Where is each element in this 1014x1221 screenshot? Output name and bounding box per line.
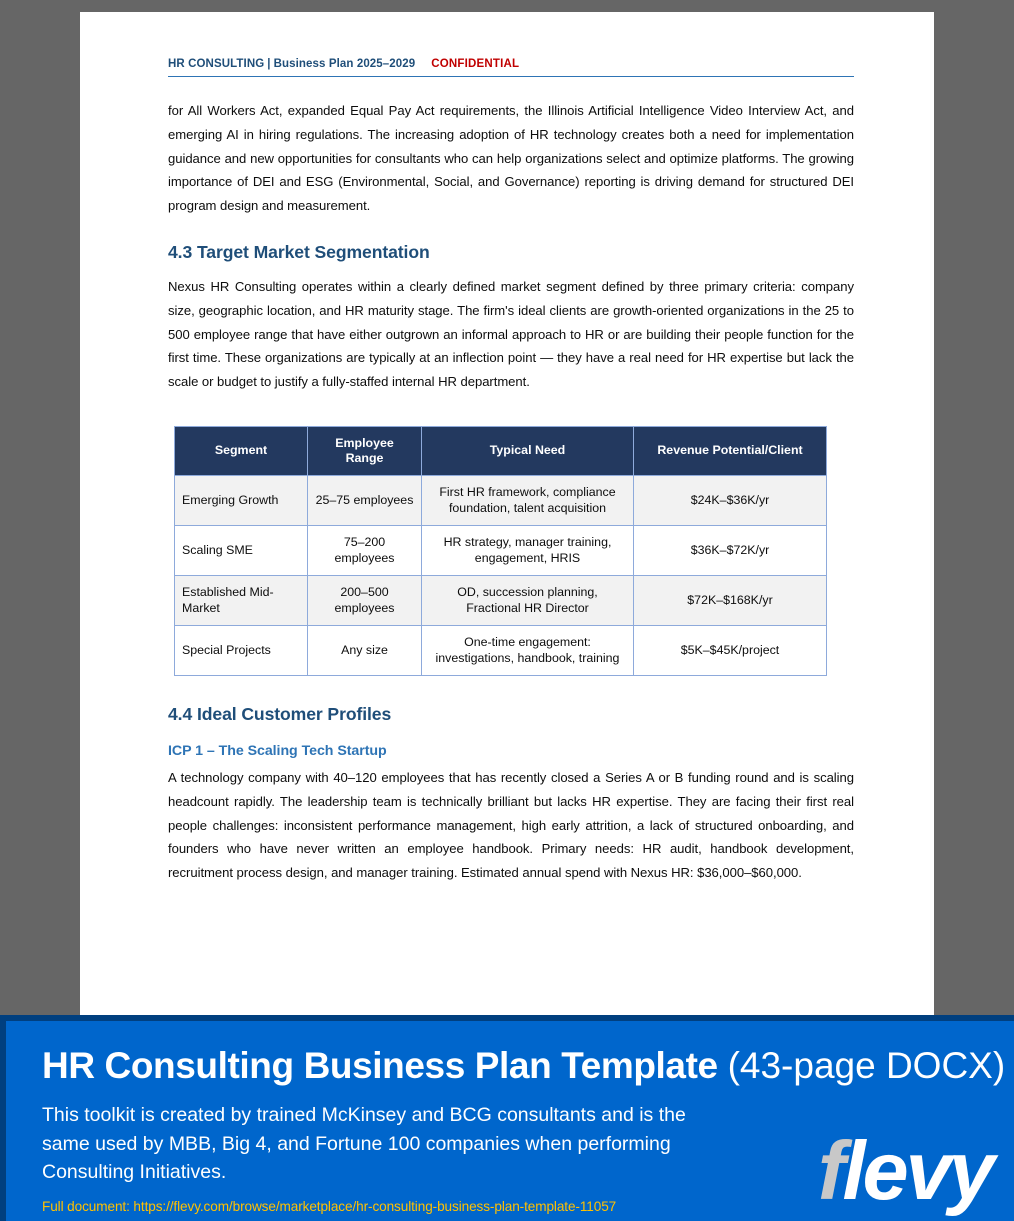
flevy-logo-f: f	[817, 1124, 843, 1217]
heading-icp-1: ICP 1 – The Scaling Tech Startup	[168, 742, 387, 759]
cell-typical-need: One-time engagement: investigations, handbook, training	[422, 625, 634, 675]
paragraph-icp-1: A technology company with 40–120 employees that has recently closed a Series A or B funding round and is scaling headcount rapidly. The leadership team is technically brilliant but lacks HR expertise. They are facing their first real people challenges: inconsistent performance management, high early attrition, a lack of structured onboarding, and founders who have never written an employee handbook. Primary needs: HR audit, handbook development, recruitment process design, and manager training. Estimated annual spend with Nexus HR: $36,000–$60,000.	[168, 769, 854, 881]
cell-revenue-potential: $36K–$72K/yr	[634, 525, 827, 575]
document-page	[80, 12, 934, 1015]
cell-employee-range: 25–75 employees	[308, 475, 422, 525]
cell-employee-range: 75–200 employees	[308, 525, 422, 575]
paragraph-section-4-3: Nexus HR Consulting operates within a clearly defined market segment defined by three primary criteria: company size, geographic location, and HR maturity stage. The firm's ideal clients are growth-oriented organizations in the 25 to 500 employee range that have either outgrown an informal approach to HR or are building their people function for the first time. These organizations are typically at an inflection point — they have a real need for HR expertise but lack the scale or budget to justify a fully-staffed internal HR department.	[168, 278, 854, 390]
cell-segment: Scaling SME	[175, 525, 308, 575]
heading-section-4-4: 4.4 Ideal Customer Profiles	[168, 703, 392, 724]
heading-section-4-3: 4.3 Target Market Segmentation	[168, 241, 430, 262]
cell-employee-range: Any size	[308, 625, 422, 675]
page-content	[168, 58, 854, 891]
cell-revenue-potential: $72K–$168K/yr	[634, 575, 827, 625]
cell-typical-need: OD, succession planning, Fractional HR Director	[422, 575, 634, 625]
running-header-separator: |	[267, 58, 271, 70]
column-header-revenue-potential-line1: Revenue Potential/Client	[657, 443, 803, 458]
column-header-revenue-potential	[634, 426, 827, 475]
column-header-employee-range-line1: Employee	[335, 435, 394, 450]
flevy-logo	[818, 1125, 992, 1217]
cell-segment: Emerging Growth	[175, 475, 308, 525]
header-rule	[168, 76, 854, 77]
running-header	[168, 58, 854, 76]
paragraph-intro-continued: for All Workers Act, expanded Equal Pay Act requirements, the Illinois Artificial Intelligence Video Interview Act, and emerging AI in hiring regulations. The increasing adoption of HR technology creates both a need for implementation guidance and new opportunities for consultants who can help organizations select and optimize platforms. The growing importance of DEI and ESG (Environmental, Social, and Governance) reporting is driving demand for structured DEI program design and measurement.	[168, 103, 854, 214]
promo-banner	[0, 1015, 1014, 1221]
promo-blurb: This toolkit is created by trained McKinsey and BCG consultants and is the same used by MBB, Big 4, and Fortune 100 companies when performing Consulting Initiatives.	[42, 1104, 686, 1183]
column-header-employee-range-line2: Range	[345, 450, 384, 465]
column-header-segment	[175, 426, 308, 475]
promo-banner-inner	[6, 1021, 1014, 1221]
table-row	[175, 625, 827, 675]
column-header-employee-range	[308, 426, 422, 475]
table-row	[175, 475, 827, 525]
cell-revenue-potential: $5K–$45K/project	[634, 625, 827, 675]
cell-revenue-potential: $24K–$36K/yr	[634, 475, 827, 525]
cell-segment: Special Projects	[175, 625, 308, 675]
confidential-marker: CONFIDENTIAL	[431, 58, 520, 70]
table-row	[175, 525, 827, 575]
column-header-segment-line1: Segment	[214, 443, 268, 458]
cell-typical-need: First HR framework, compliance foundation, talent acquisition	[422, 475, 634, 525]
promo-title	[42, 1045, 1014, 1087]
market-segmentation-table	[174, 426, 827, 676]
column-header-typical-need-line1: Typical Need	[489, 443, 566, 458]
running-header-middle: Business Plan 2025–2029	[273, 58, 416, 70]
table-row	[175, 575, 827, 625]
cell-segment: Established Mid-Market	[175, 575, 308, 625]
cell-typical-need: HR strategy, manager training, engagement, HRIS	[422, 525, 634, 575]
running-header-left: HR CONSULTING	[168, 58, 265, 70]
cell-employee-range: 200–500 employees	[308, 575, 422, 625]
table-header-row	[175, 426, 827, 475]
promo-full-document-link[interactable]: Full document: https://flevy.com/browse/marketplace/hr-consulting-business-plan-template-11057	[42, 1198, 617, 1214]
column-header-typical-need	[422, 426, 634, 475]
flevy-logo-rest: levy	[842, 1124, 992, 1217]
promo-title-light: (43-page DOCX)	[727, 1045, 1006, 1086]
promo-title-bold: HR Consulting Business Plan Template	[42, 1045, 718, 1086]
